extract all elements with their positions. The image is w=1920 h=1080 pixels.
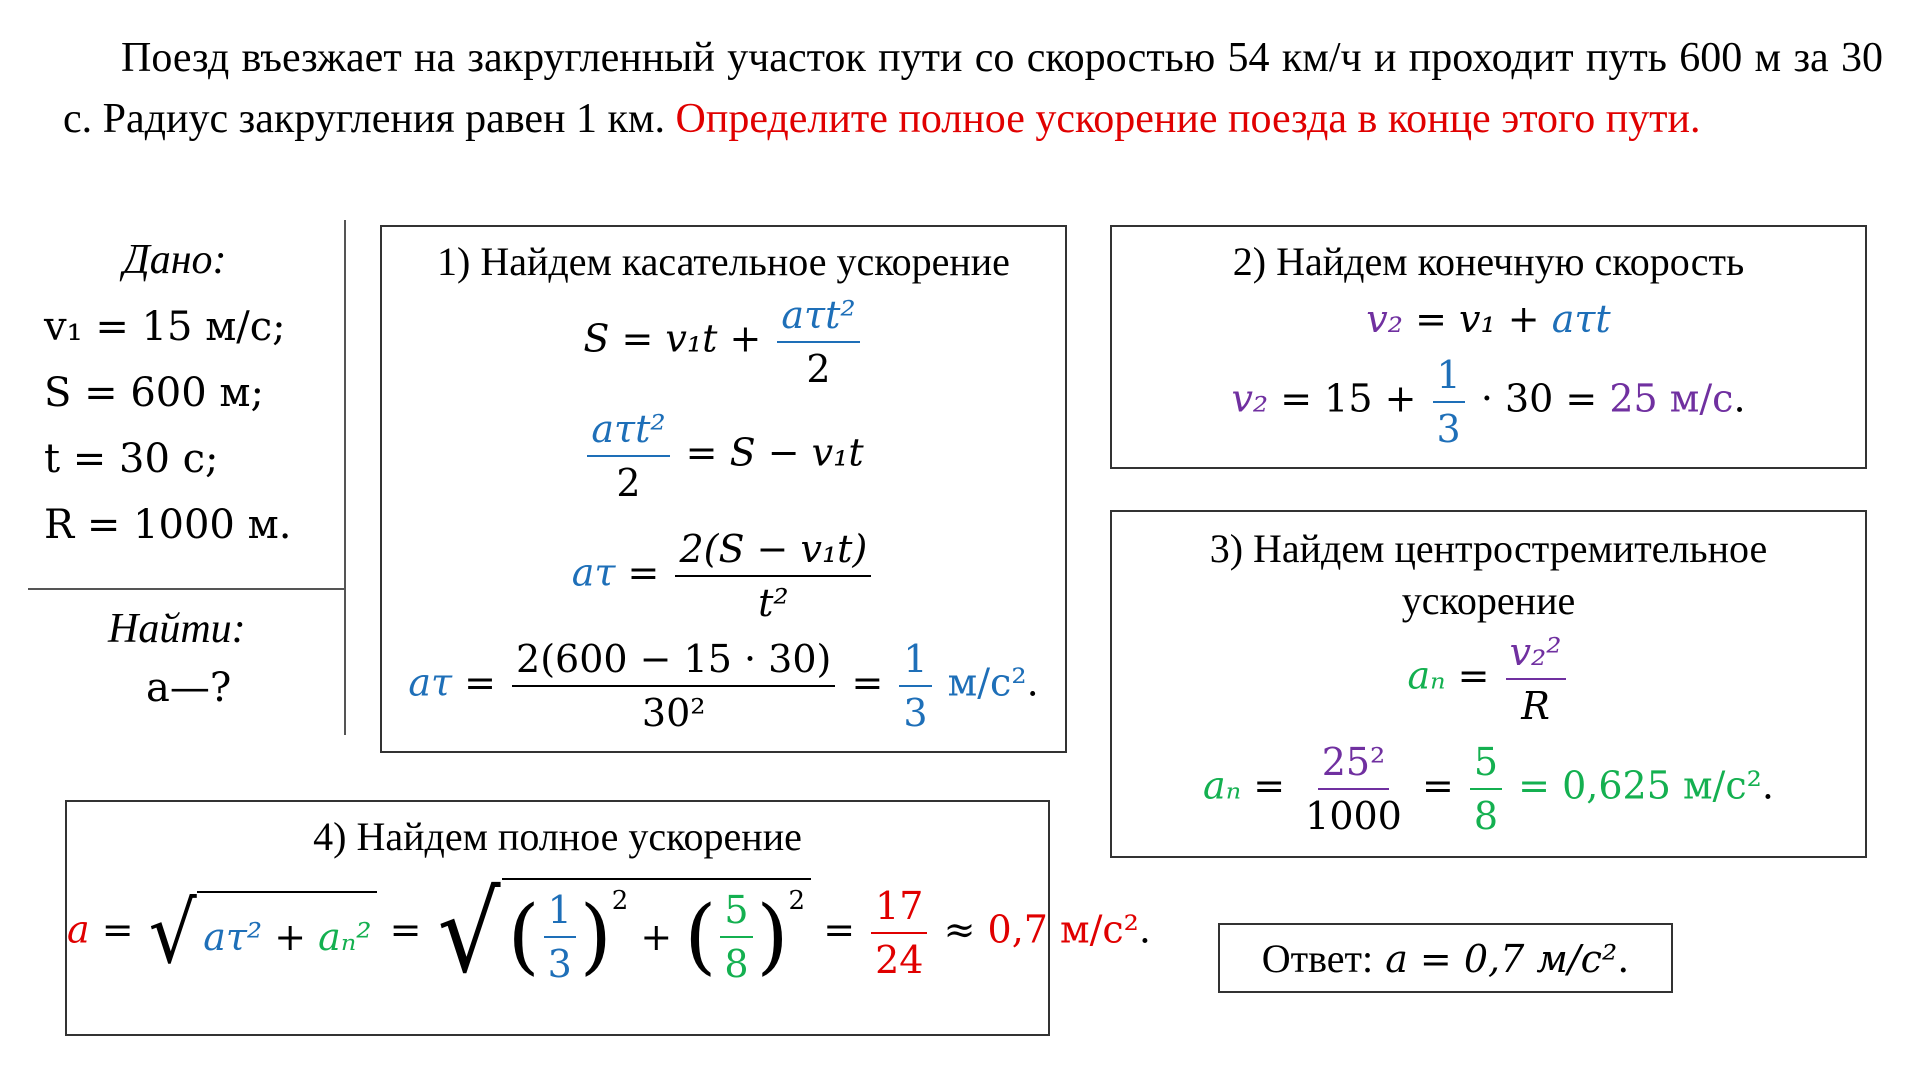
sqrt-icon: √ [148,884,197,982]
step4-frac2 [720,888,752,986]
step4-f1-num: 1 [544,888,576,938]
step2-eq2-num: 1 [1433,353,1465,403]
step3-eq1-frac [1506,630,1566,728]
step4-plus2: + [640,915,673,959]
step4-res-num: 17 [871,884,927,934]
step4-frac1 [544,888,576,986]
step1-eq3-num: 2(S − v₁t) [675,527,871,577]
step2-eq2-dot: . [1733,376,1746,421]
step3-eq2-frac2 [1470,740,1502,838]
step2-eq2-frac [1433,353,1465,451]
step2-eq1-mid: = v₁ + [1415,297,1540,341]
step3-title-line1: 3) Найдем центростремительное [1209,526,1768,571]
step4-f2-num: 5 [720,888,752,938]
step4-sqrt1-content [197,891,377,975]
step2-eq2-result: 25 м/с [1609,376,1734,421]
step4-sqrt2-content [502,878,812,988]
step2-eq2 [1112,353,1865,451]
given-divider-vertical [344,220,346,735]
step1-eq2-num: aτt² [587,407,669,457]
step1-eq4-num: 2(600 − 15 · 30) [512,637,835,687]
left-paren-icon: ( [507,889,540,984]
find-title: Найти: [108,606,246,652]
step4-eq [67,869,1151,997]
given-row-v1: v₁ = 15 м/с; [44,304,286,350]
step4-eq2: = [389,907,422,952]
step3-eq1 [1112,630,1865,728]
step3-eq2-num2: 5 [1470,740,1502,790]
step1-eq3-eq: = [627,550,660,595]
step1-eq4 [382,637,1065,735]
step2-eq2-mid: = 15 + [1280,376,1417,421]
step3-eq2-eq: = [1253,763,1286,808]
answer-dot: . [1617,936,1630,981]
step4-sqrt1 [146,884,378,982]
step1-eq4-dot: . [1026,660,1039,705]
step4-box [65,800,1151,1036]
given-title: Дано: [123,237,227,283]
step4-res-den: 24 [875,938,924,982]
step1-box [380,225,1067,753]
problem-question: Определите полное ускорение поезда в конце этого пути. [675,96,1701,142]
step3-eq2-den: 1000 [1305,794,1402,838]
step3-eq2 [1112,740,1865,838]
step4-at2: aτ² [203,915,263,959]
step4-exp2: 2 [788,886,806,916]
answer-box [1218,923,1673,993]
step2-eq1-at: aτt [1551,297,1611,341]
step3-eq1-eq: = [1457,653,1490,698]
step3-eq1-num: v₂² [1506,630,1566,680]
step3-eq2-eq2: = [1421,763,1454,808]
step1-eq1-frac [777,293,859,391]
step3-eq2-dot: . [1761,763,1774,808]
right-paren-icon: ) [579,889,612,984]
step1-eq4-left: aτ [408,660,453,705]
step3-eq2-num: 25² [1318,740,1390,790]
step1-eq2-den: 2 [616,461,641,505]
step1-eq4-frac [512,637,835,735]
step1-eq4-res-num: 1 [899,637,931,687]
given-row-t: t = 30 с; [44,436,219,482]
step4-eq1: = [101,907,134,952]
given-section [28,220,346,735]
step3-eq2-left: aₙ [1203,763,1242,808]
step1-eq4-eq2: = [851,660,884,705]
step4-f2-den: 8 [724,942,749,986]
step4-title: 4) Найдем полное ускорение [313,814,802,859]
step4-result-frac [871,884,927,982]
answer-value: a = 0,7 м/с² [1385,936,1618,981]
step4-dot: . [1138,907,1151,952]
step1-eq1 [382,293,1065,391]
answer-content [1262,935,1630,982]
problem-statement [63,28,1883,150]
step2-eq2-den: 3 [1436,407,1461,451]
step2-eq1 [1112,297,1865,341]
step1-eq4-res-den: 3 [903,691,928,735]
step1-eq3 [382,527,1065,625]
left-paren-icon: ( [684,889,717,984]
step3-eq1-left: aₙ [1407,653,1446,698]
step1-eq1-left: S = v₁t + [583,316,762,361]
step3-eq2-den2: 8 [1473,794,1499,838]
step2-box [1110,225,1867,469]
step4-eq3: = [823,907,856,952]
step4-exp1: 2 [611,886,629,916]
step1-eq1-num: aτt² [777,293,859,343]
answer-label: Ответ: [1261,935,1374,981]
step4-plus: + [274,915,307,959]
given-row-s: S = 600 м; [44,370,264,416]
step4-an2: aₙ² [318,915,372,959]
step1-eq4-eq: = [464,660,496,705]
right-paren-icon: ) [756,889,789,984]
step4-a: a [67,907,90,952]
step2-eq1-left: v₂ [1366,297,1403,341]
step4-sqrt2 [434,869,812,997]
step3-eq2-frac [1301,740,1406,838]
step1-eq2 [382,407,1065,505]
step1-eq4-unit: м/с² [947,660,1027,705]
step3-eq2-result: = 0,625 м/с² [1518,763,1762,808]
step1-eq3-den: t² [758,581,789,625]
step1-title: 1) Найдем касательное ускорение [437,239,1010,284]
find-value: a—? [146,665,232,711]
step2-eq2-left: v₂ [1231,376,1269,421]
step1-eq4-result-frac [899,637,931,735]
step2-eq2-rest: · 30 = [1480,376,1598,421]
problem-text: Поезд въезжает на закругленный участок пути со скоростью 54 км/ч и проходит путь 600 м за 30 с. Радиус закругления равен 1 км. [63,35,1883,142]
step1-eq3-left: aτ [571,550,616,595]
sqrt-icon: √ [437,869,501,997]
given-divider-horizontal [28,588,346,590]
step1-eq2-frac [587,407,669,505]
step1-eq1-den: 2 [806,347,831,391]
step1-eq2-right: = S − v₁t [685,430,864,475]
step2-title: 2) Найдем конечную скорость [1232,239,1745,284]
step3-eq1-den: R [1521,684,1550,728]
step4-result: 0,7 м/с² [987,907,1139,952]
step1-eq4-den: 30² [641,691,706,735]
step3-box [1110,510,1867,858]
step4-approx: ≈ [943,907,976,952]
step3-title-line2: ускорение [1401,578,1576,623]
given-row-r: R = 1000 м. [44,502,292,548]
step1-eq3-frac [675,527,871,625]
step4-f1-den: 3 [547,942,572,986]
